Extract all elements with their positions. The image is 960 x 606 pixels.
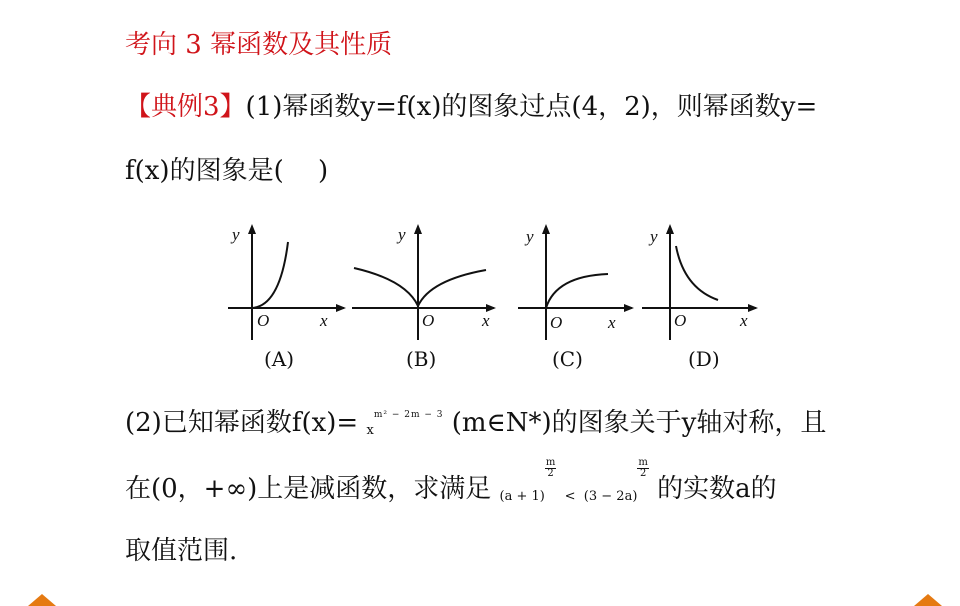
frac-num-2: m <box>638 457 648 468</box>
graph-d <box>640 222 770 372</box>
corner-decoration-right <box>914 594 942 606</box>
example-part1-text: (1)幂函数y=f(x)的图象过点(4，2)，则幂函数y= <box>245 92 818 122</box>
graph-label: (A) <box>264 347 295 371</box>
axis-y-label: y <box>526 227 534 246</box>
frac-den-2: 2 <box>639 468 647 479</box>
example-part1-text-2: f(x)的图象是( ) <box>125 156 329 186</box>
graph-b <box>350 222 500 372</box>
axis-x-label: x <box>740 311 748 330</box>
axis-x-label: x <box>608 313 616 332</box>
graph-label: (D) <box>688 347 720 371</box>
example-line-1 <box>125 86 817 123</box>
curve-d <box>676 246 718 300</box>
axis-y-label: y <box>398 225 406 244</box>
power-exponent: m² − 2m − 3 <box>373 410 444 420</box>
origin-label: O <box>550 313 563 332</box>
part2-line-1 <box>125 402 826 439</box>
less-than-sign: < <box>564 488 576 504</box>
part2-text-e: 取值范围. <box>125 536 238 566</box>
frac-den: 2 <box>547 468 554 479</box>
part2-text-d: 的实数a的 <box>657 474 777 504</box>
inequality-lhs: (a + 1) <box>499 488 545 504</box>
part2-line-2 <box>125 457 777 505</box>
curve-a <box>252 242 288 308</box>
graph-a <box>222 222 352 372</box>
axis-x-label: x <box>482 311 490 330</box>
section-title: 幂函数及其性质 <box>210 30 393 60</box>
section-heading <box>125 24 392 61</box>
axis-x-label: x <box>320 311 328 330</box>
example-line-2 <box>125 150 328 187</box>
curve-b <box>354 268 486 306</box>
part2-text-a: (2)已知幂函数f(x)= <box>125 408 359 438</box>
example-tag: 【典例3】 <box>125 92 246 122</box>
lhs-exponent <box>545 458 556 479</box>
inequality-rhs: (3 − 2a) <box>583 488 638 504</box>
part2-text-b: (m∈N*)的图象关于y轴对称，且 <box>451 408 827 438</box>
graph-c <box>516 222 646 372</box>
graph-label: (C) <box>552 347 583 371</box>
curve-c <box>546 274 608 308</box>
section-number: 考向 3 <box>125 30 202 60</box>
origin-label: O <box>674 311 687 330</box>
origin-label: O <box>257 311 270 330</box>
part2-text-c: 在(0，+∞)上是减函数，求满足 <box>125 474 492 504</box>
rhs-exponent <box>637 458 648 479</box>
origin-label: O <box>422 311 435 330</box>
frac-num: m <box>545 457 556 468</box>
graph-label: (B) <box>406 347 437 371</box>
part2-line-3 <box>125 530 237 567</box>
axis-y-label: y <box>650 227 658 246</box>
power-base: x <box>366 422 374 438</box>
corner-decoration-left <box>28 594 56 606</box>
axis-y-label: y <box>232 225 240 244</box>
